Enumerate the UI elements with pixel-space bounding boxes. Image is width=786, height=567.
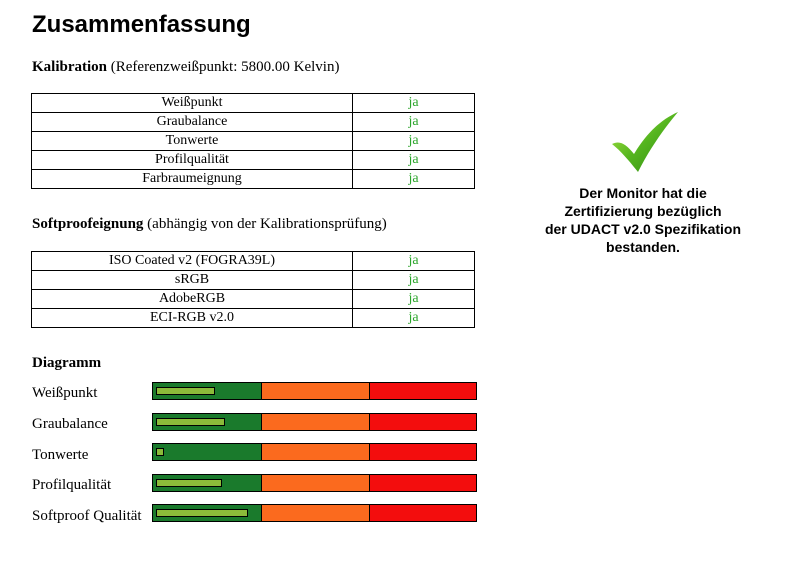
row-label: ISO Coated v2 (FOGRA39L) (32, 252, 353, 271)
quality-bar (152, 443, 477, 461)
bar-segment-warn (262, 505, 370, 521)
row-label: AdobeRGB (32, 290, 353, 309)
table-row (32, 94, 475, 113)
bar-label: Profilqualität (32, 477, 112, 493)
verdict-line: Der Monitor hat die (579, 185, 707, 201)
verdict-line: bestanden. (606, 239, 680, 255)
bar-label: Weißpunkt (32, 385, 98, 401)
softproof-note: (abhängig von der Kalibrationsprüfung) (147, 216, 387, 232)
table-row (32, 290, 475, 309)
quality-bar (152, 382, 477, 400)
row-label: Tonwerte (32, 132, 353, 151)
table-row (32, 151, 475, 170)
row-value: ja (353, 94, 475, 113)
page-title: Zusammenfassung (32, 11, 251, 38)
diagram-heading-label: Diagramm (32, 355, 102, 371)
calibration-note: (Referenzweißpunkt: 5800.00 Kelvin) (110, 59, 340, 75)
bar-indicator (156, 387, 215, 395)
row-label: Graubalance (32, 113, 353, 132)
verdict-line: Zertifizierung bezüglich (564, 203, 722, 219)
bar-segment-bad (370, 383, 476, 399)
softproof-heading-label: Softproofeignung (32, 216, 144, 232)
bar-segment-warn (262, 475, 370, 491)
bar-label: Tonwerte (32, 447, 89, 463)
row-value: ja (353, 271, 475, 290)
row-value: ja (353, 252, 475, 271)
diagram-heading (32, 355, 101, 372)
bar-segment-bad (370, 505, 476, 521)
bar-segment-bad (370, 444, 476, 460)
row-value: ja (353, 290, 475, 309)
table-row (32, 309, 475, 328)
softproof-table (31, 251, 475, 328)
row-value: ja (353, 132, 475, 151)
row-value: ja (353, 151, 475, 170)
table-row (32, 113, 475, 132)
certification-verdict (520, 184, 766, 256)
bar-label: Graubalance (32, 416, 108, 432)
row-label: Weißpunkt (32, 94, 353, 113)
table-row (32, 132, 475, 151)
table-row (32, 252, 475, 271)
row-label: Profilqualität (32, 151, 353, 170)
bar-indicator (156, 509, 248, 517)
quality-bar (152, 474, 477, 492)
row-value: ja (353, 113, 475, 132)
bar-segment-bad (370, 414, 476, 430)
calibration-heading (32, 59, 339, 76)
row-label: ECI-RGB v2.0 (32, 309, 353, 328)
softproof-heading (32, 216, 387, 233)
bar-segment-warn (262, 383, 370, 399)
bar-segment-good (153, 444, 262, 460)
row-value: ja (353, 170, 475, 189)
table-row (32, 271, 475, 290)
row-label: Farbraumeignung (32, 170, 353, 189)
quality-bar (152, 504, 477, 522)
calibration-heading-label: Kalibration (32, 59, 108, 75)
row-label: sRGB (32, 271, 353, 290)
bar-label: Softproof Qualität (32, 508, 142, 524)
bar-segment-warn (262, 444, 370, 460)
bar-segment-bad (370, 475, 476, 491)
verdict-line: der UDACT v2.0 Spezifikation (544, 221, 742, 237)
bar-segment-warn (262, 414, 370, 430)
bar-indicator (156, 479, 222, 487)
calibration-table (31, 93, 475, 189)
bar-indicator (156, 448, 164, 456)
quality-bar (152, 413, 477, 431)
table-row (32, 170, 475, 189)
bar-indicator (156, 418, 225, 426)
row-value: ja (353, 309, 475, 328)
checkmark-icon (610, 110, 682, 174)
